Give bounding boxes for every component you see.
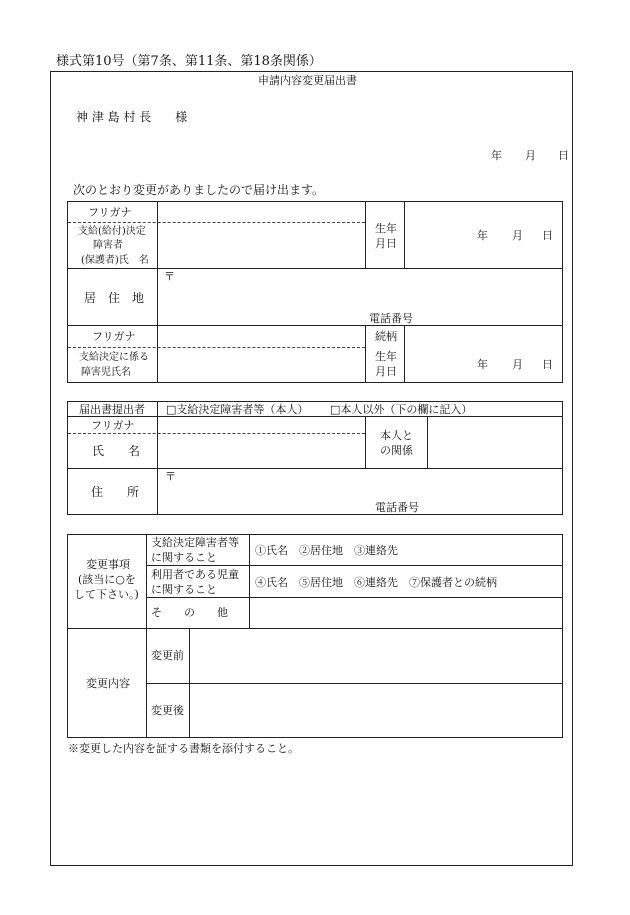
change-item-label-3: して下さい。) — [74, 588, 139, 601]
birth2-year: 年 — [477, 358, 488, 371]
attachment-note: ※変更した内容を証する書類を添付すること。 — [68, 742, 299, 755]
row2-label-1: 利用者である児童 — [151, 568, 239, 581]
form-title: 申請内容変更届出書 — [258, 74, 357, 87]
row2-label-2: に関すること — [151, 583, 217, 596]
postal-mark: 〒 — [164, 270, 175, 283]
submitter-phone-label: 電話番号 — [375, 501, 419, 514]
date-year: 年 — [491, 149, 502, 162]
row1-options[interactable]: ①氏名 ②居住地 ③連絡先 — [255, 544, 398, 557]
child-label-2: 障害児氏名 — [81, 367, 131, 378]
submitter-label: 届出書提出者 — [79, 403, 145, 416]
birth2-label-1: 生年 — [375, 350, 397, 363]
birth-day: 日 — [542, 229, 553, 242]
submitter-option-other[interactable]: □本人以外（下の欄に記入） — [330, 403, 473, 416]
child-label-1: 支給決定に係る — [79, 352, 149, 363]
furigana-label: フリガナ — [88, 206, 132, 219]
furigana-label-2: フリガナ — [92, 330, 136, 343]
birth2-label-2: 月日 — [375, 365, 397, 378]
change-item-label-2: (該当に○を — [78, 573, 136, 586]
after-label: 変更後 — [151, 704, 184, 717]
birth-month: 月 — [512, 229, 523, 242]
date-month: 月 — [525, 149, 536, 162]
birth2-month: 月 — [512, 358, 523, 371]
date-day: 日 — [558, 149, 569, 162]
phone-label: 電話番号 — [369, 312, 413, 325]
submitter-option-self[interactable]: □支給決定障害者等（本人） — [166, 403, 309, 416]
address-label: 居 住 地 — [84, 291, 145, 305]
relation-label: 続柄 — [375, 330, 397, 343]
submitter-table — [67, 401, 563, 515]
submitter-name-label: 氏 名 — [92, 444, 141, 458]
row3-label: そ の 他 — [151, 606, 228, 619]
relation-to-self-1: 本人と — [380, 429, 413, 442]
birth-year: 年 — [477, 229, 488, 242]
birth2-day: 日 — [542, 358, 553, 371]
birth-label-1: 生年 — [375, 222, 397, 235]
form-number: 様式第10号（第7条、第11条、第18条関係） — [56, 54, 322, 69]
row1-label-2: に関すること — [151, 551, 217, 564]
row2-options[interactable]: ④氏名 ⑤居住地 ⑥連絡先 ⑦保護者との続柄 — [255, 576, 497, 589]
before-label: 変更前 — [151, 649, 184, 662]
submitter-postal-mark: 〒 — [165, 470, 176, 483]
intro-text: 次のとおり変更がありましたので届け出ます。 — [73, 183, 325, 197]
content-label: 変更内容 — [86, 677, 130, 690]
addressee: 神 津 島 村 長 様 — [76, 110, 188, 124]
relation-to-self-2: の関係 — [380, 444, 413, 457]
birth-label-2: 月日 — [375, 237, 397, 250]
submitter-address-label: 住 所 — [91, 485, 140, 499]
applicant-name-label-1: 支給(給付)決定 — [78, 226, 146, 237]
applicant-name-label-3: (保護者)氏 名 — [81, 255, 149, 266]
row1-label-1: 支給決定障害者等 — [151, 536, 239, 549]
applicant-name-label-2: 障害者 — [93, 240, 123, 251]
submitter-furigana: フリガナ — [91, 419, 135, 432]
change-item-label-1: 変更事項 — [86, 558, 130, 571]
